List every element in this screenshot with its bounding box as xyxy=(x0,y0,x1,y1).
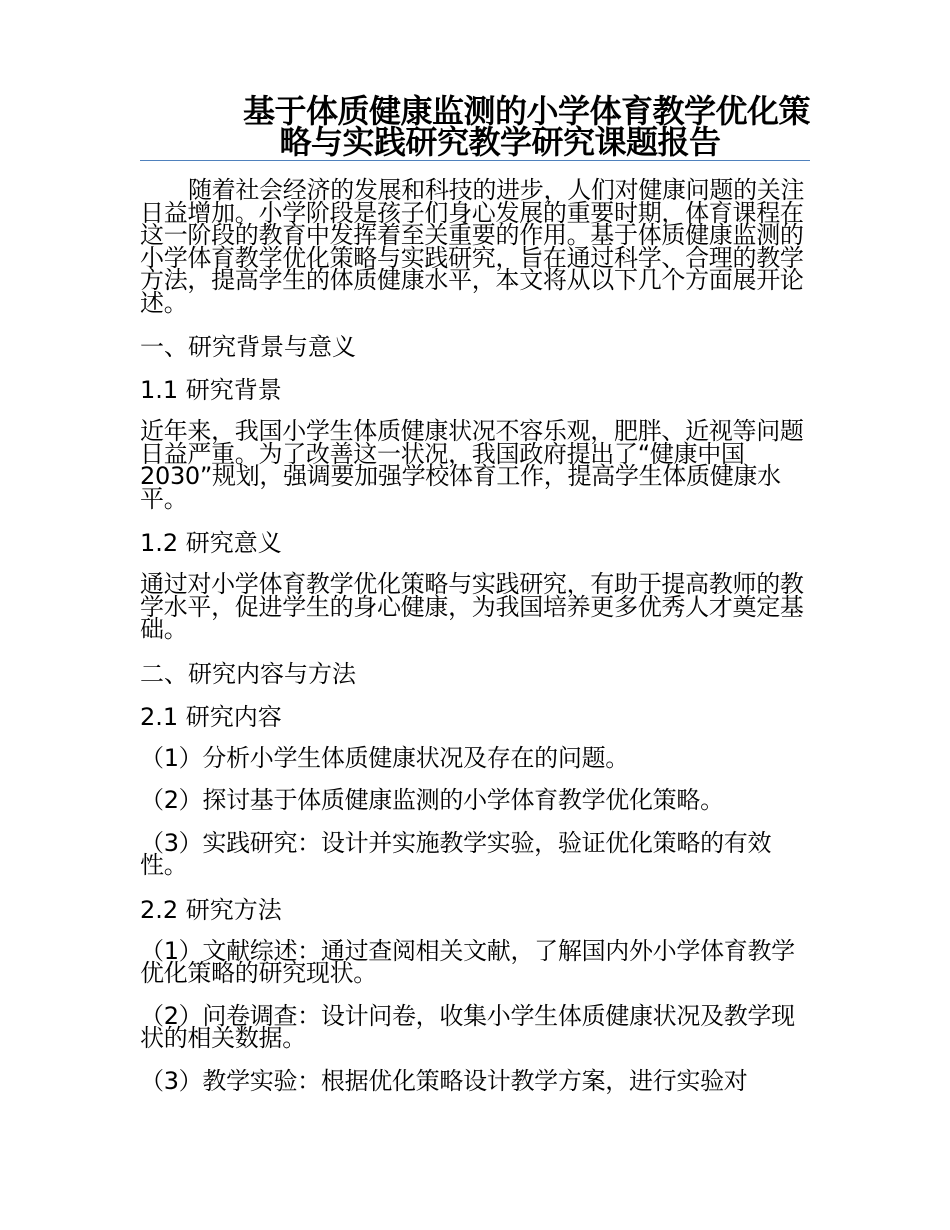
content-item: （1）分析小学生体质健康状况及存在的问题。 xyxy=(140,743,629,772)
content-item: （3）实践研究：设计并实施教学实验，验证优化策略的有效性。 xyxy=(140,828,772,879)
method-item: （3）教学实验：根据优化策略设计教学方案，进行实验对 xyxy=(140,1066,748,1095)
document-title xyxy=(140,92,810,161)
title-line-1: 基于体质健康监测的小学体育教学优化策 xyxy=(242,92,810,130)
intro-paragraph: 随着社会经济的发展和科技的进步，人们对健康问题的关注日益增加。小学阶段是孩子们身心发展的重要时期，体育课程在这一阶段的教育中发挥着至关重要的作用。基于体质健康监测的小学体育教学优化策略与实践研究，旨在通过科学、合理的教学方法，提高学生的体质健康水平，本文将从以下几个方面展开论述。 xyxy=(140,176,805,317)
subsection-1-2-heading: 1.2 研究意义 xyxy=(140,529,282,557)
title-line-2: 略与实践研究教学研究课题报告 xyxy=(279,123,721,161)
method-item: （2）问卷调查：设计问卷，收集小学生体质健康状况及教学现状的相关数据。 xyxy=(140,1001,795,1052)
subsection-2-2-heading: 2.2 研究方法 xyxy=(140,895,282,924)
document-page xyxy=(140,92,810,1112)
subsection-1-1-heading: 1.1 研究背景 xyxy=(140,376,282,404)
subsection-2-1-heading: 2.1 研究内容 xyxy=(140,702,282,731)
method-item: （1）文献综述：通过查阅相关文献，了解国内外小学体育教学优化策略的研究现状。 xyxy=(140,936,795,987)
section-1-heading: 一、研究背景与意义 xyxy=(140,333,356,361)
section-2-heading: 二、研究内容与方法 xyxy=(140,659,356,688)
subsection-1-2-text: 通过对小学体育教学优化策略与实践研究，有助于提高教师的教学水平，促进学生的身心健康，为我国培养更多优秀人才奠定基础。 xyxy=(140,570,804,643)
subsection-1-1-text: 近年来，我国小学生体质健康状况不容乐观，肥胖、近视等问题日益严重。为了改善这一状况，我国政府提出了“健康中国2030”规划，强调要加强学校体育工作，提高学生体质健康水平。 xyxy=(140,417,804,513)
content-item: （2）探讨基于体质健康监测的小学体育教学优化策略。 xyxy=(140,786,724,814)
